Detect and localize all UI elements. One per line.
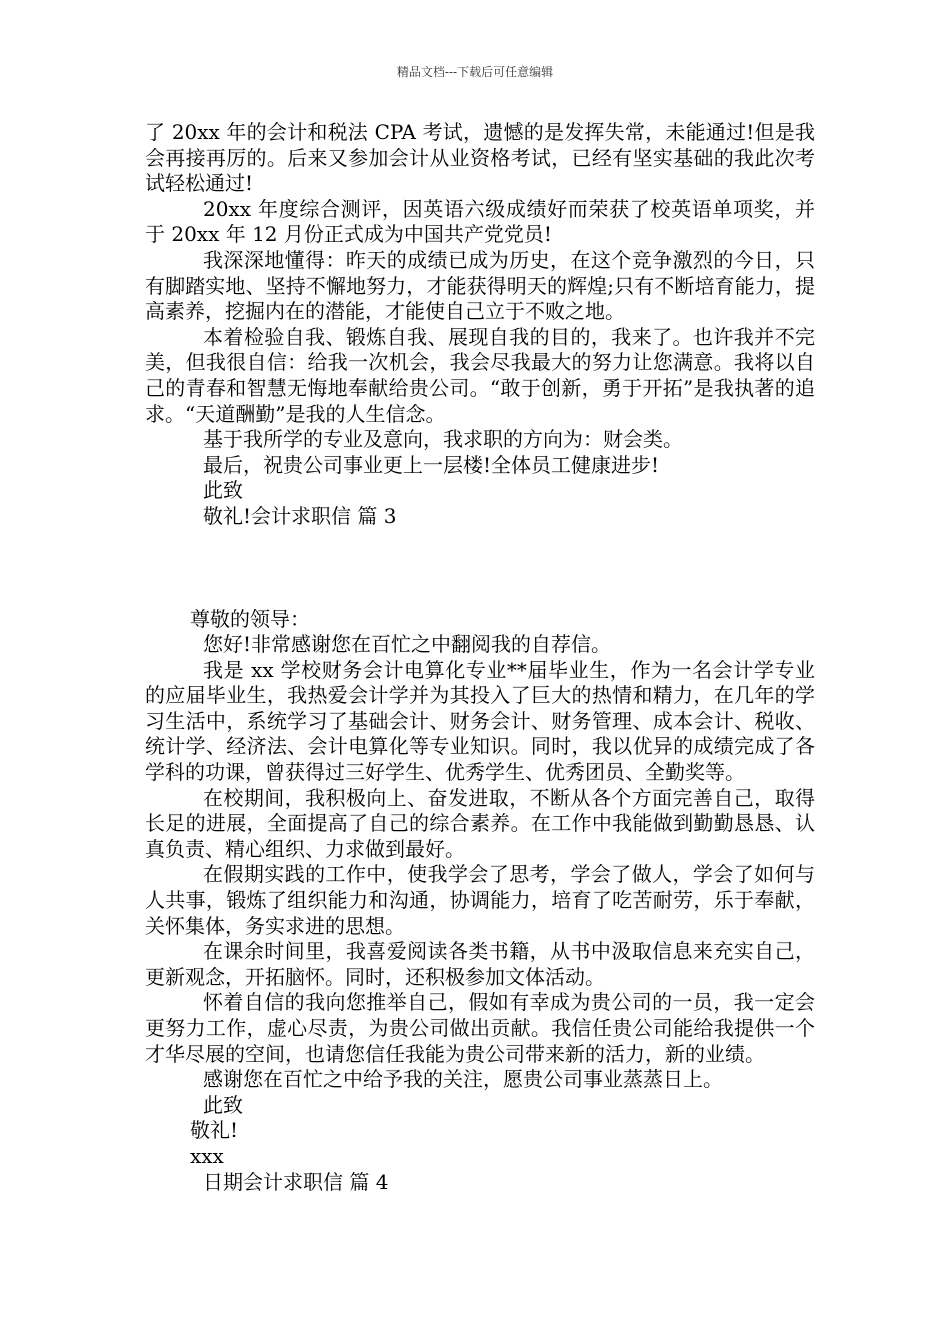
paragraph-exam-results: 了 20xx 年的会计和税法 CPA 考试，遗憾的是发挥失常，未能通过!但是我会再接再厉的。后来又参加会计从业资格考试，已经有坚实基础的我此次考试轻松通过!	[145, 120, 815, 196]
paragraph-purpose: 本着检验自我、锻炼自我、展现自我的目的，我来了。也许我并不完美，但我很自信：给我一次机会，我会尽我最大的努力让您满意。我将以自己的青春和智慧无悔地奉献给贵公司。“敢于创新，勇于开拓”是我执著的追求。“天道酬勤”是我的人生信念。	[145, 324, 815, 426]
paragraph-understanding: 我深深地懂得：昨天的成绩已成为历史，在这个竞争激烈的今日，只有脚踏实地、坚持不懈地努力，才能获得明天的辉煌;只有不断培育能力，提高素养，挖掘内在的潜能，才能使自己立于不败之地。	[145, 247, 815, 324]
closing-jingli: 敬礼!	[190, 1118, 239, 1143]
signature-name: xxx	[190, 1143, 224, 1168]
document-body	[145, 120, 815, 1195]
paragraph-wishes: 最后，祝贵公司事业更上一层楼!全体员工健康进步!	[203, 452, 660, 477]
greeting: 您好!非常感谢您在百忙之中翻阅我的自荐信。	[203, 632, 612, 657]
paragraph-school-period: 在校期间，我积极向上、奋发进取，不断从各个方面完善自己，取得长足的进展，全面提高了自己的综合素养。在工作中我能做到勤勤恳恳、认真负责、精心组织、力求做到最好。	[145, 785, 815, 861]
closing-cizhi: 此致	[203, 478, 243, 503]
paragraph-practice: 在假期实践的工作中，使我学会了思考，学会了做人，学会了如何与人共事，锻炼了组织能力和沟通，协调能力，培育了吃苦耐劳，乐于奉献，关怀集体，务实求进的思想。	[145, 862, 815, 938]
salutation: 尊敬的领导：	[190, 606, 310, 631]
paragraph-evaluation: 20xx 年度综合测评，因英语六级成绩好而荣获了校英语单项奖，并于 20xx 年 12 月份正式成为中国共产党党员!	[145, 196, 815, 247]
section-spacer	[145, 530, 815, 607]
paragraph-thanks: 感谢您在百忙之中给予我的关注，愿贵公司事业蒸蒸日上。	[203, 1067, 723, 1092]
section-heading-4: 日期会计求职信 篇 4	[203, 1169, 389, 1194]
paragraph-job-direction: 基于我所学的专业及意向，我求职的方向为：财会类。	[203, 427, 683, 452]
page-header: 精品文档---下载后可任意编辑	[396, 65, 554, 79]
paragraph-introduction: 我是 xx 学校财务会计电算化专业**届毕业生，作为一名会计学专业的应届毕业生，我热爱会计学并为其投入了巨大的热情和精力，在几年的学习生活中，系统学习了基础会计、财务会计、财务管理、成本会计、税收、统计学、经济法、会计电算化等专业知识。同时，我以优异的成绩完成了各学科的功课，曾获得过三好学生、优秀学生、优秀团员、全勤奖等。	[145, 657, 815, 785]
paragraph-spare-time: 在课余时间里，我喜爱阅读各类书籍，从书中汲取信息来充实自己，更新观念，开拓脑怀。同时，还积极参加文体活动。	[145, 939, 815, 989]
section-heading-3: 敬礼!会计求职信 篇 3	[203, 503, 397, 528]
paragraph-recommendation: 怀着自信的我向您推举自己，假如有幸成为贵公司的一员，我一定会更努力工作，虚心尽责，为贵公司做出贡献。我信任贵公司能给我提供一个才华尽展的空间，也请您信任我能为贵公司带来新的活力，新的业绩。	[145, 990, 815, 1066]
closing-cizhi-2: 此致	[203, 1092, 243, 1117]
